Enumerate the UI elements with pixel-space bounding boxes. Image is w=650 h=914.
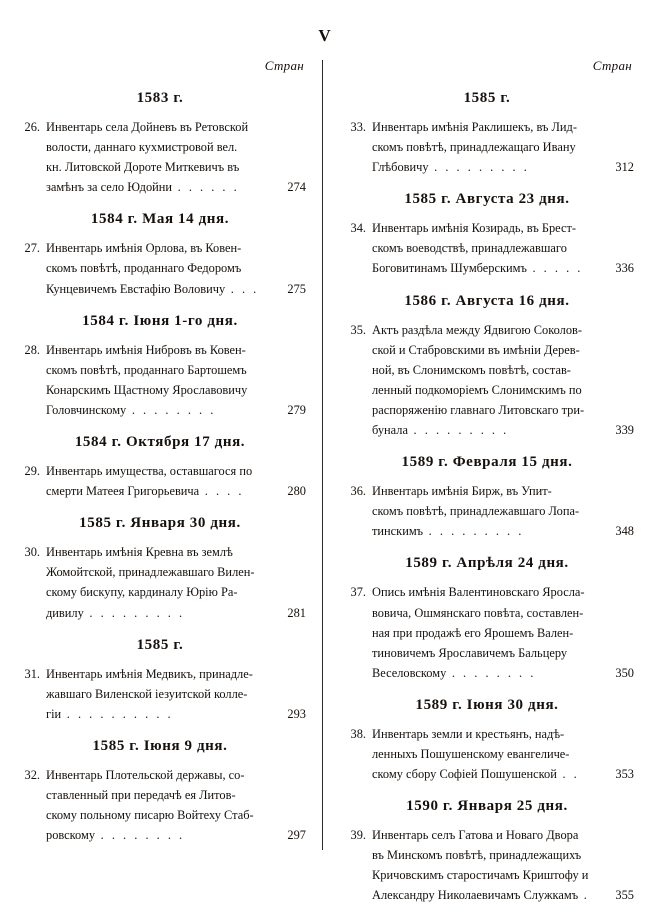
entry-line: Глѣбовичу . . . . . . . . .: [372, 160, 530, 175]
entry-page-number: 312: [615, 160, 634, 175]
entry-last-line: [46, 481, 306, 501]
leader-dots: . .: [556, 767, 580, 782]
leader-dots: . . . . . . . .: [95, 828, 185, 843]
entry-line: жавшаго Виленской іезуитской колле-: [46, 686, 248, 701]
entry-number: 28.: [24, 342, 40, 357]
entry-page-number: 355: [615, 888, 634, 903]
entry-line: Инвентарь имѣнія Козирадь, въ Брест-: [372, 221, 576, 236]
entry-line: ленныхъ Пошушенскому евангеличе-: [372, 746, 570, 761]
entry-line: Опись имѣнія Валентиновскаго Яросла-: [372, 585, 585, 600]
toc-entry[interactable]: [340, 117, 634, 177]
entry-page-number: 275: [287, 281, 306, 296]
entry-line: Инвентарь имѣнія Кревна въ землѣ: [46, 545, 233, 560]
page-folio-number: V: [318, 26, 332, 45]
entry-number: 26.: [24, 120, 40, 134]
entry-line: бунала . . . . . . . . .: [372, 423, 509, 438]
entry-page-number: 280: [287, 484, 306, 499]
leader-dots: . . . . . . . . .: [423, 524, 524, 539]
right-column-sections: [340, 90, 634, 906]
entry-last-line: [372, 885, 634, 905]
left-column-header: Стран: [264, 58, 304, 73]
entry-page-number: 279: [287, 402, 306, 417]
section-heading: 1585 г. Іюня 9 дня.: [92, 737, 228, 754]
entry-number: 32.: [24, 767, 40, 782]
entry-number: 29.: [24, 464, 40, 479]
entry-line: Инвентарь имѣнія Нибровъ въ Ковен-: [46, 342, 246, 357]
entry-line: Инвентарь имѣнія Раклишекъ, въ Лид-: [372, 120, 577, 134]
entry-line: Головчинскому . . . . . . . .: [46, 402, 216, 417]
entry-line: гіи . . . . . . . . . .: [46, 706, 174, 721]
entry-line: въ Минскомъ повѣтѣ, принадлежащихъ: [372, 848, 582, 863]
entry-line: Инвентарь имѣнія Медвикъ, принадле-: [46, 666, 253, 681]
entry-number: 27.: [24, 241, 40, 256]
entry-number: 30.: [24, 545, 40, 560]
entry-last-line: [372, 764, 634, 784]
entry-line: Веселовскому . . . . . . . .: [372, 665, 536, 680]
entry-number: 39.: [350, 828, 366, 843]
section-heading: 1589 г. Іюня 30 дня.: [415, 696, 559, 713]
entry-line: вовича, Ошмянскаго повѣта, составлен-: [372, 605, 584, 620]
section-heading: 1589 г. Апрѣля 24 дня.: [405, 555, 569, 572]
entry-line: скому бискупу, кардиналу Юрію Ра-: [46, 585, 238, 600]
section-heading: 1585 г. Августа 23 дня.: [404, 191, 570, 208]
entry-line: Жомойтской, принадлежавшаго Вилен-: [46, 565, 255, 580]
entry-line: Александру Николаевичамъ Служкамъ .: [372, 888, 590, 903]
entry-last-line: [372, 420, 634, 440]
toc-entry[interactable]: [340, 582, 634, 682]
toc-entry[interactable]: [340, 724, 634, 784]
entry-text: [372, 825, 634, 905]
entry-text: [46, 542, 306, 622]
entry-text: [372, 724, 634, 784]
entry-text: [46, 765, 306, 845]
entry-line: распоряженію главнаго Литовскаго три-: [372, 402, 585, 417]
entry-last-line: [46, 279, 306, 299]
entry-number: 34.: [350, 221, 366, 236]
entry-last-line: [372, 663, 634, 683]
entry-line: Инвентарь Плотельской державы, со-: [46, 767, 245, 782]
left-column-sections: [14, 90, 306, 845]
entry-last-line: [372, 258, 634, 278]
entry-text: [372, 320, 634, 441]
entry-line: ленный подкоморіемъ Слонимскимъ по: [372, 382, 582, 397]
toc-entry[interactable]: [340, 218, 634, 278]
entry-line: Кунцевичемъ Евстафію Воловичу . . .: [46, 281, 259, 296]
section-heading: 1584 г. Мая 14 дня.: [90, 211, 230, 228]
section-heading: 1586 г. Августа 16 дня.: [404, 292, 570, 309]
entry-line: тиновичемъ Ярославичемъ Бальцеру: [372, 645, 568, 660]
entry-line: Инвентарь селъ Гатова и Новаго Двора: [372, 828, 579, 843]
toc-entry[interactable]: [14, 117, 306, 197]
entry-page-number: 274: [287, 180, 306, 195]
entry-number: 31.: [24, 666, 40, 681]
right-column-header: Стран: [592, 58, 632, 73]
leader-dots: .: [578, 888, 590, 903]
entry-last-line: [46, 400, 306, 420]
leader-dots: . . . . . . . .: [126, 402, 216, 417]
entry-text: [46, 664, 306, 724]
section-heading: 1584 г. Октября 17 дня.: [74, 434, 246, 451]
entry-line: ровскому . . . . . . . .: [46, 828, 185, 843]
entry-page-number: 353: [615, 767, 634, 782]
entry-page-number: 293: [287, 706, 306, 721]
entry-line: скомъ повѣтѣ, принадлежавшаго Лопа-: [372, 504, 580, 519]
toc-entry[interactable]: [14, 340, 306, 420]
leader-dots: . . .: [225, 281, 259, 296]
entry-line: скомъ повѣтѣ, принадлежащаго Ивану: [372, 140, 576, 155]
entry-page-number: 297: [287, 828, 306, 843]
leader-dots: . . . . . . . . . .: [61, 706, 174, 721]
toc-entry[interactable]: [14, 664, 306, 724]
section-heading: 1583 г.: [136, 90, 184, 106]
entry-text: [372, 582, 634, 682]
entry-text: [46, 461, 306, 501]
section-heading: 1589 г. Февраля 15 дня.: [401, 454, 573, 471]
entry-line: скомъ воеводствѣ, принадлежавшаго: [372, 241, 567, 256]
entry-number: 35.: [350, 322, 366, 337]
entry-page-number: 339: [615, 423, 634, 438]
entry-line: Инвентарь имущества, оставшагося по: [46, 464, 253, 479]
entry-text: [46, 238, 306, 298]
entry-text: [372, 481, 634, 541]
entry-line: скомъ повѣтѣ, проданнаго Федоромъ: [46, 261, 242, 276]
entry-page-number: 281: [287, 605, 306, 620]
entry-last-line: [46, 704, 306, 724]
entry-page-number: 336: [615, 261, 634, 276]
entry-text: [46, 340, 306, 420]
entry-text: [46, 117, 306, 197]
entry-line: ставленный при передачѣ ея Литов-: [46, 787, 236, 802]
entry-line: Инвентарь имѣнія Орлова, въ Ковен-: [46, 241, 242, 256]
entry-line: Боговитинамъ Шумберскимъ . . . . .: [372, 261, 583, 276]
entry-last-line: [46, 603, 306, 623]
section-heading: 1585 г. Января 30 дня.: [79, 515, 241, 532]
entry-text: [372, 218, 634, 278]
leader-dots: . . . . .: [526, 261, 583, 276]
toc-entry[interactable]: [340, 320, 634, 441]
leader-dots: . . . . . . . .: [446, 665, 536, 680]
toc-entry[interactable]: [14, 238, 306, 298]
entry-line: Кричовскимъ старостичамъ Криштофу и: [372, 868, 589, 883]
entry-line: кн. Литовской Дороте Миткевичъ въ: [46, 160, 240, 175]
entry-line: скому польному писарю Войтеху Стаб-: [46, 808, 254, 823]
entry-line: смерти Матеея Григорьевича . . . .: [46, 484, 244, 499]
entry-number: 38.: [350, 726, 366, 741]
toc-entry[interactable]: [14, 765, 306, 845]
section-heading: 1585 г.: [136, 636, 184, 653]
entry-line: волости, даннаго кухмистровой вел.: [46, 140, 238, 155]
entry-number: 36.: [350, 484, 366, 499]
leader-dots: . . . . . . . . .: [428, 160, 530, 175]
entry-last-line: [46, 825, 306, 845]
entry-number: 37.: [350, 585, 366, 600]
entry-line: тинскимъ . . . . . . . . .: [372, 524, 524, 539]
entry-line: ской и Стабровскими въ имѣніи Дерев-: [372, 342, 580, 357]
entry-line: ная при продажѣ его Ярошемъ Вален-: [372, 625, 574, 640]
section-heading: 1590 г. Января 25 дня.: [406, 798, 568, 815]
section-heading: 1585 г.: [463, 90, 511, 106]
leader-dots: . . . . . . . . .: [407, 423, 509, 438]
entry-page-number: 348: [615, 524, 634, 539]
entry-line: Инвентарь имѣнія Бирж, въ Упит-: [372, 484, 552, 499]
entry-line: замѣнъ за село Юдойни . . . . . .: [46, 180, 240, 195]
leader-dots: . . . . . .: [172, 180, 240, 195]
entry-last-line: [372, 521, 634, 541]
entry-line: скому сбору Софіей Пошушенской . .: [372, 767, 580, 782]
toc-entry[interactable]: [14, 542, 306, 622]
entry-page-number: 350: [615, 665, 634, 680]
section-heading: 1584 г. Іюня 1-го дня.: [82, 312, 238, 329]
entry-line: Инвентарь земли и крестьянъ, надѣ-: [372, 726, 565, 741]
entry-line: дивилу . . . . . . . . .: [46, 605, 185, 620]
leader-dots: . . . .: [199, 484, 244, 499]
entry-line: Инвентарь села Дойневъ въ Ретовской: [46, 120, 249, 134]
entry-number: 33.: [350, 120, 366, 134]
toc-entry[interactable]: [340, 481, 634, 541]
entry-text: [372, 117, 634, 177]
entry-line: ной, въ Слонимскомъ повѣтѣ, состав-: [372, 362, 571, 377]
leader-dots: . . . . . . . . .: [83, 605, 185, 620]
toc-entry[interactable]: [340, 825, 634, 905]
entry-line: скомъ повѣтѣ, проданнаго Бартошемъ: [46, 362, 247, 377]
entry-line: Актъ раздѣла между Ядвигою Соколов-: [372, 322, 583, 337]
left-column: [0, 58, 320, 914]
entry-last-line: [372, 157, 634, 177]
columns-container: [0, 58, 650, 914]
entry-last-line: [46, 177, 306, 197]
entry-line: Конарскимъ Щастному Ярославовичу: [46, 382, 248, 397]
toc-entry[interactable]: [14, 461, 306, 501]
right-column: [320, 58, 650, 914]
